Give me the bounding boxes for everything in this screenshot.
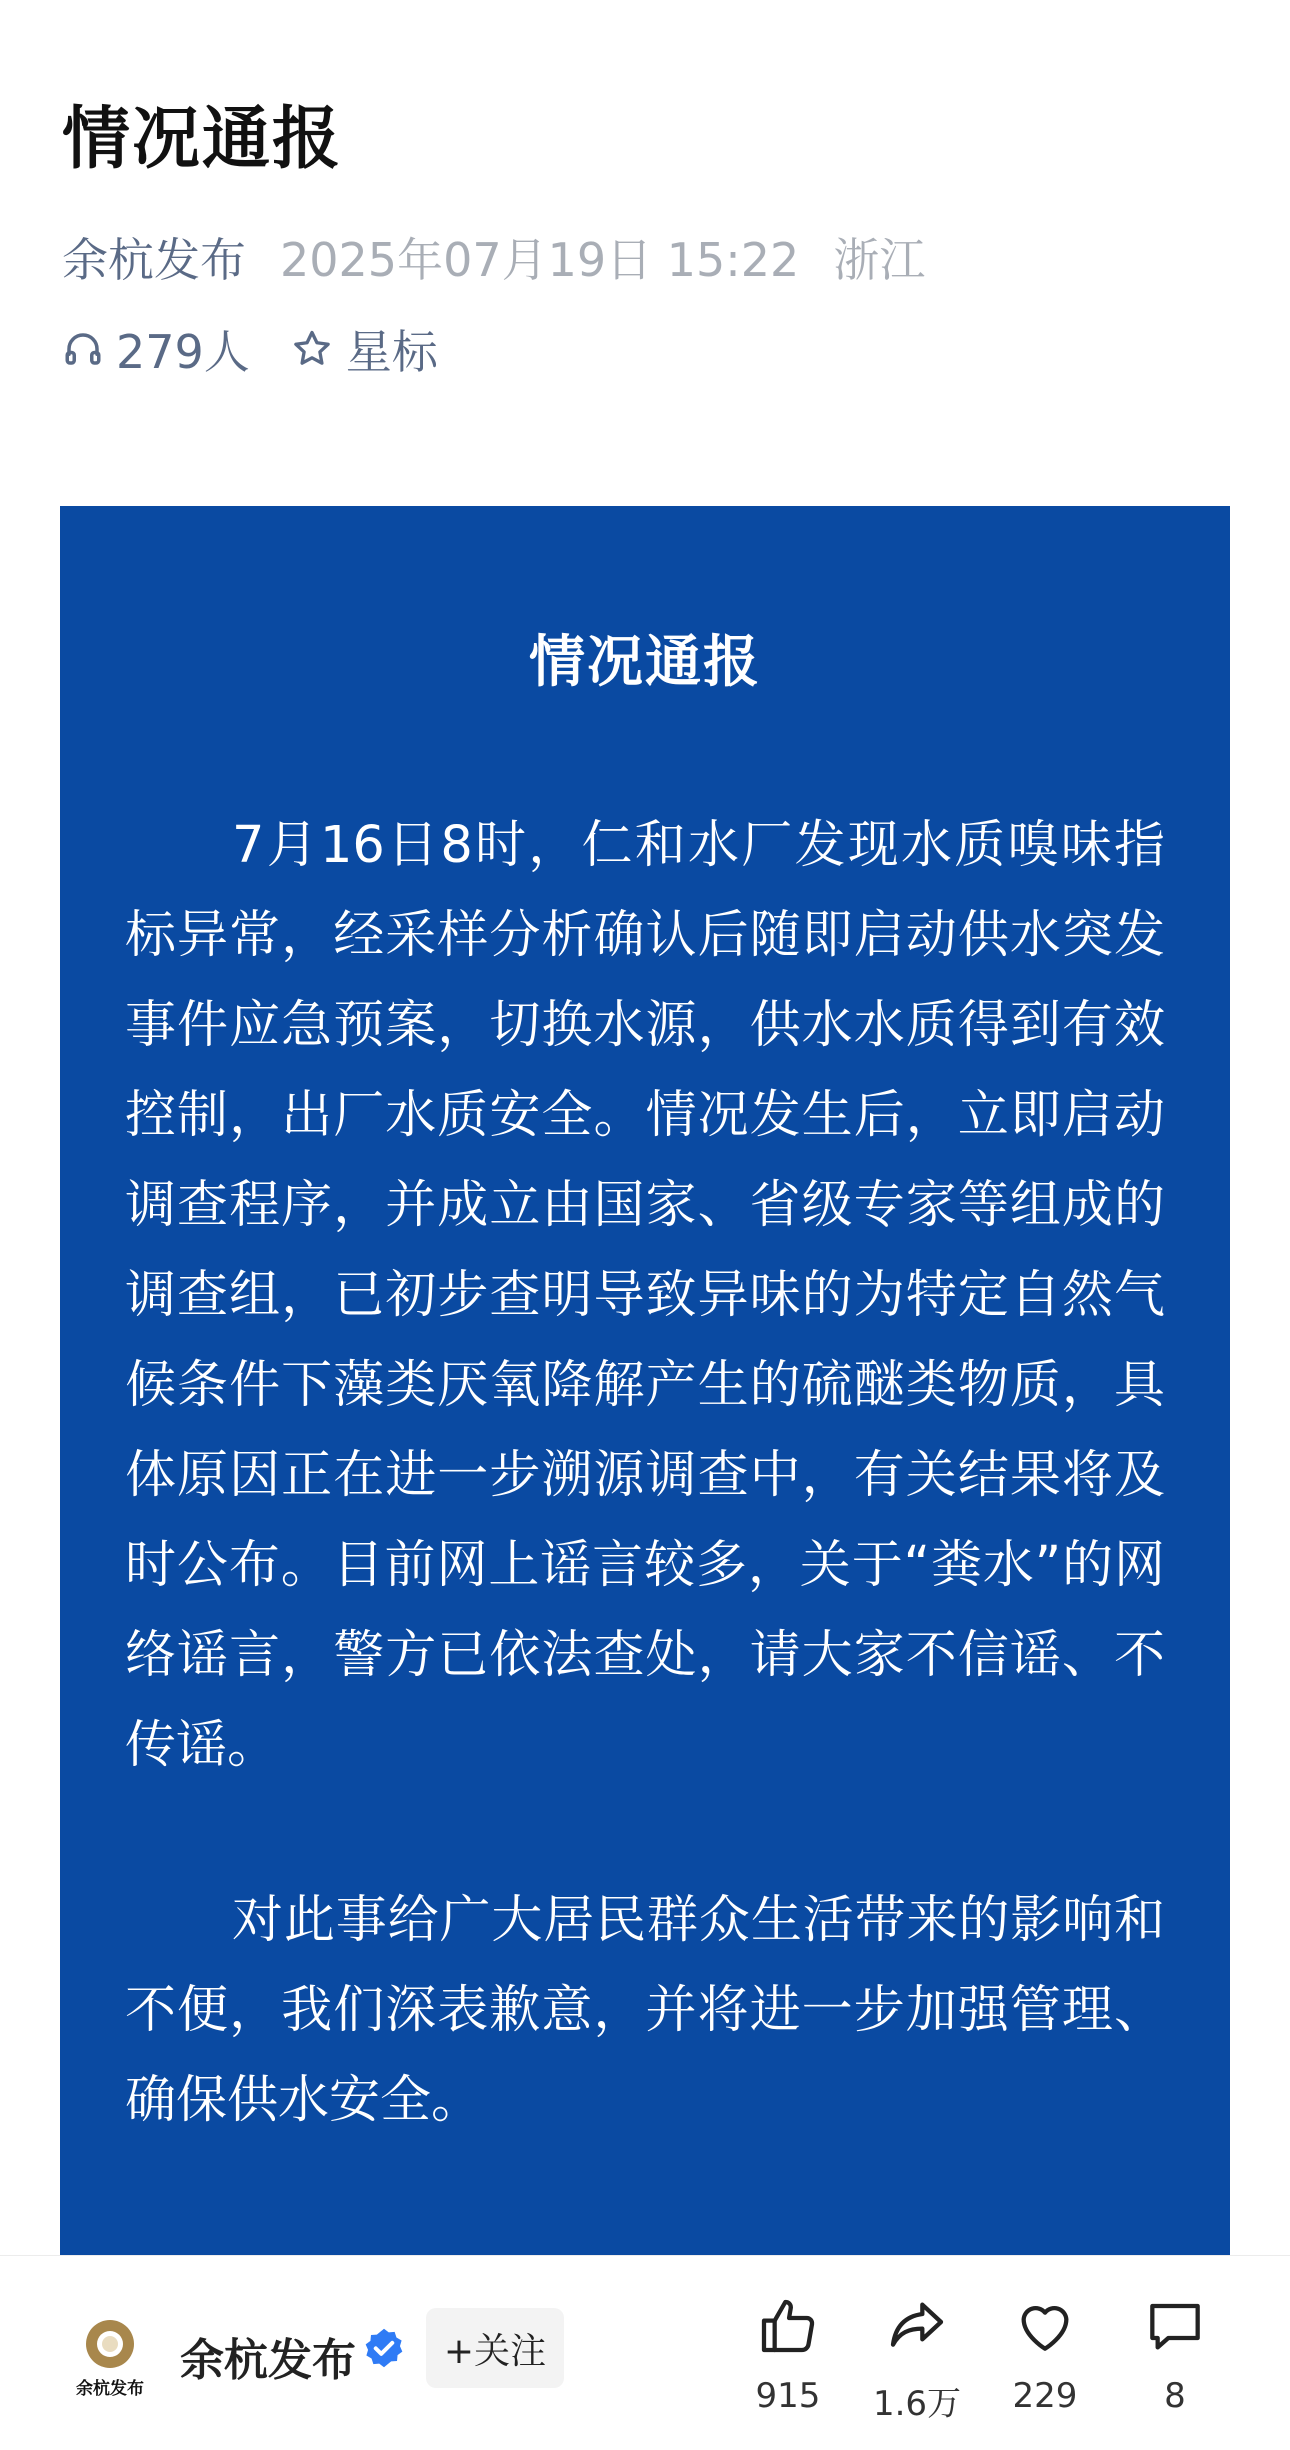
notice-title: 情况通报 [529, 630, 761, 695]
share-button[interactable] [852, 2294, 982, 2425]
follow-button[interactable]: +关注 [426, 2308, 564, 2388]
share-arrow-icon [885, 2294, 949, 2358]
comment-button[interactable] [1110, 2294, 1240, 2416]
notice-paragraph: 7月16日8时，仁和水厂发现水质嗅味指标异常，经采样分析确认后随即启动供水突发事件应急预案，切换水源，供水水质得到有效控制，出厂水质安全。情况发生后，立即启动调查程序，并成立由国家、省级专家等组成的调查组，已初步查明导致异味的为特定自然气候条件下藻类厌氧降解产生的硫醚类物质，具体原因正在进一步溯源调查中，有关结果将及时公布。目前网上谣言较多，关于“粪水”的网络谣言，警方已依法查处，请大家不信谣、不传谣。 [125, 816, 1165, 1775]
publish-datetime: 2025年07月19日 15:22 [280, 233, 800, 287]
listen-count-text: 279人 [116, 325, 250, 379]
author-logo-text: 余杭发布 [76, 2379, 144, 2399]
article-stats [62, 316, 438, 382]
comment-bubble-icon [1143, 2294, 1207, 2358]
headphones-icon [62, 328, 104, 370]
article-title: 情况通报 [62, 100, 343, 179]
publish-location: 浙江 [833, 233, 926, 287]
favorite-count: 229 [1012, 2376, 1078, 2416]
thumbs-up-icon [756, 2294, 820, 2358]
source-account-link[interactable]: 余杭发布 [62, 233, 246, 287]
heart-icon [1013, 2294, 1077, 2358]
notice-image [60, 506, 1230, 2266]
author-logo[interactable] [65, 2310, 155, 2400]
star-icon [290, 327, 334, 371]
star-button[interactable] [290, 316, 438, 382]
author-name[interactable]: 余杭发布 [180, 2335, 356, 2386]
comment-count: 8 [1164, 2376, 1186, 2416]
listen-count[interactable] [62, 316, 250, 382]
share-count: 1.6万 [872, 2384, 962, 2424]
notice-paragraph: 对此事给广大居民群众生活带来的影响和不便，我们深表歉意，并将进一步加强管理、确保供水安全。 [125, 1891, 1165, 2130]
favorite-button[interactable] [980, 2294, 1110, 2416]
verified-badge-icon [362, 2326, 406, 2370]
star-label: 星标 [345, 325, 438, 379]
bottom-action-bar [0, 2255, 1290, 2450]
like-button[interactable] [723, 2294, 853, 2416]
like-count: 915 [755, 2376, 821, 2416]
article-meta [62, 224, 925, 290]
